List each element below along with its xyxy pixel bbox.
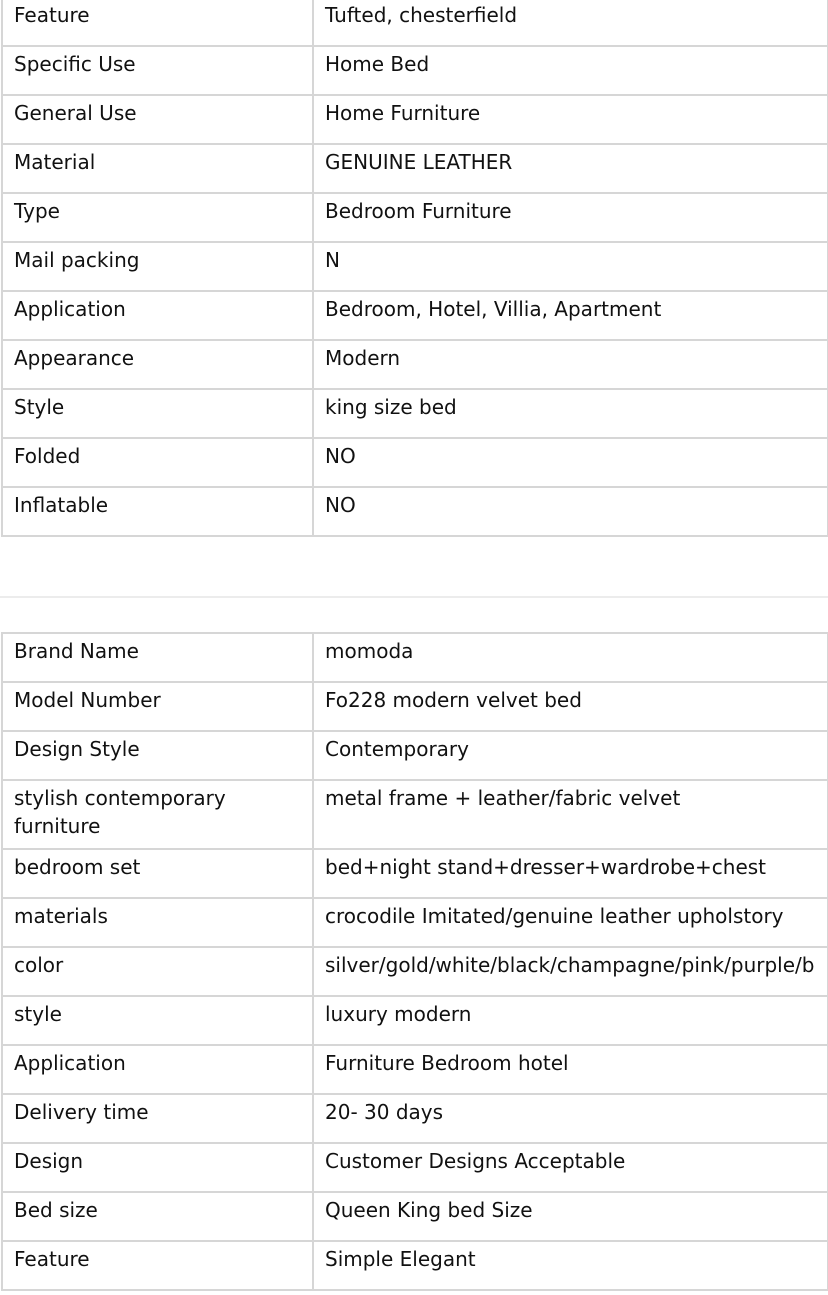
row-label: Model Number [2, 682, 313, 731]
table-row [2, 849, 828, 898]
row-label: materials [2, 898, 313, 947]
row-value: Home Furniture [313, 95, 828, 144]
row-value: Home Bed [313, 46, 828, 95]
row-label: Folded [2, 438, 313, 487]
row-value: Contemporary [313, 731, 828, 780]
table-row [2, 95, 828, 144]
row-value: Bedroom, Hotel, Villia, Apartment [313, 291, 828, 340]
table-row [2, 682, 828, 731]
table-row [2, 633, 828, 682]
row-value: GENUINE LEATHER [313, 144, 828, 193]
row-value: crocodile Imitated/genuine leather upholstory [313, 898, 828, 947]
spec-table-top [1, 0, 828, 537]
row-label: Feature [2, 1241, 313, 1290]
row-label: color [2, 947, 313, 996]
table-row [2, 193, 828, 242]
row-value: king size bed [313, 389, 828, 438]
row-value: Fo228 modern velvet bed [313, 682, 828, 731]
row-label: Feature [2, 0, 313, 46]
row-label: Inflatable [2, 487, 313, 536]
row-value: Tufted, chesterfield [313, 0, 828, 46]
row-label: Design [2, 1143, 313, 1192]
table-row [2, 996, 828, 1045]
table-row [2, 144, 828, 193]
row-value: Customer Designs Acceptable [313, 1143, 828, 1192]
table-row [2, 0, 828, 46]
row-label: Mail packing [2, 242, 313, 291]
row-label: Style [2, 389, 313, 438]
table-row [2, 487, 828, 536]
row-value: 20- 30 days [313, 1094, 828, 1143]
row-label: Material [2, 144, 313, 193]
row-label: Application [2, 291, 313, 340]
row-label: Brand Name [2, 633, 313, 682]
table-row [2, 947, 828, 996]
section-divider [0, 596, 828, 598]
row-label: style [2, 996, 313, 1045]
row-value: NO [313, 438, 828, 487]
row-value: NO [313, 487, 828, 536]
table-row [2, 242, 828, 291]
row-value: Furniture Bedroom hotel [313, 1045, 828, 1094]
row-value: momoda [313, 633, 828, 682]
table-row [2, 291, 828, 340]
row-label: stylish contemporary furniture [2, 780, 313, 849]
row-label: Application [2, 1045, 313, 1094]
row-label: bedroom set [2, 849, 313, 898]
table-row [2, 46, 828, 95]
row-value: bed+night stand+dresser+wardrobe+chest [313, 849, 828, 898]
row-label: Design Style [2, 731, 313, 780]
table-row [2, 780, 828, 849]
table-row [2, 1094, 828, 1143]
row-label: Specific Use [2, 46, 313, 95]
table-row [2, 438, 828, 487]
table-row [2, 898, 828, 947]
table-row [2, 1045, 828, 1094]
table-row [2, 1192, 828, 1241]
row-value: luxury modern [313, 996, 828, 1045]
row-label: Delivery time [2, 1094, 313, 1143]
row-value: Modern [313, 340, 828, 389]
row-label: General Use [2, 95, 313, 144]
table-row [2, 389, 828, 438]
row-value: Simple Elegant [313, 1241, 828, 1290]
row-value: silver/gold/white/black/champagne/pink/purple/b [313, 947, 828, 996]
row-label: Type [2, 193, 313, 242]
spec-table-bottom [1, 632, 828, 1291]
table-row [2, 731, 828, 780]
row-label: Bed size [2, 1192, 313, 1241]
row-value: Bedroom Furniture [313, 193, 828, 242]
row-label: Appearance [2, 340, 313, 389]
row-value: metal frame + leather/fabric velvet [313, 780, 828, 849]
table-row [2, 1143, 828, 1192]
table-row [2, 340, 828, 389]
row-value: N [313, 242, 828, 291]
table-row [2, 1241, 828, 1290]
row-value: Queen King bed Size [313, 1192, 828, 1241]
